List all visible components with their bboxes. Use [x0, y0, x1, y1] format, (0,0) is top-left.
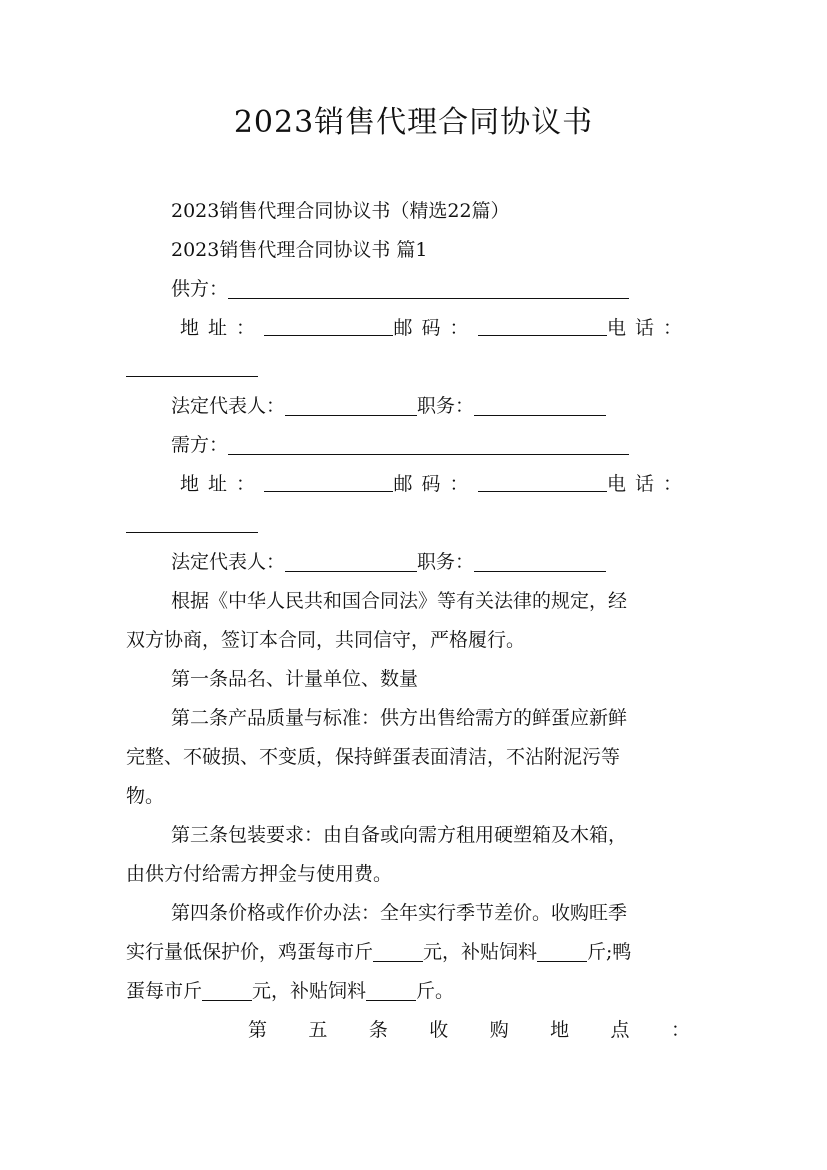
legal-rep-blank	[285, 551, 417, 572]
article-4-line-3-part-c: 斤。	[416, 980, 455, 1002]
section-heading: 2023销售代理合同协议书 篇1	[171, 239, 428, 261]
demander-label: 需方：	[171, 434, 229, 456]
basis-paragraph-line-1: 根据《中华人民共和国合同法》等有关法律的规定，经	[171, 590, 628, 612]
article-5-char: 条	[368, 1019, 388, 1041]
demander-blank	[228, 434, 629, 455]
article-4-line-2-part-c: 斤;鸭	[587, 941, 632, 963]
basis-paragraph-line-2: 双方协商，签订本合同，共同信守，严格履行。	[126, 629, 526, 651]
address-blank	[264, 315, 393, 336]
address-blank	[264, 471, 393, 492]
article-5-char: 点	[610, 1019, 630, 1041]
article-5-char: 收	[429, 1019, 449, 1041]
legal-rep-label: 法定代表人：	[171, 395, 286, 417]
phone-blank	[126, 512, 258, 533]
demander-line	[171, 432, 629, 458]
supplier-line	[171, 276, 629, 302]
article-4-line-1: 第四条价格或作价办法：全年实行季节差价。收购旺季	[171, 902, 628, 924]
article-4-line-2-part-a: 实行量低保护价，鸡蛋每市斤	[126, 941, 374, 963]
postcode-label: 邮码：	[393, 473, 478, 495]
document-title: 2023销售代理合同协议书	[233, 105, 594, 140]
phone-label: 电话：	[606, 317, 691, 339]
article-5-char: 第	[248, 1019, 268, 1041]
article-5-char: 购	[489, 1019, 509, 1041]
supplier-blank	[228, 278, 629, 299]
article-2-line-1: 第二条产品质量与标准：供方出售给需方的鲜蛋应新鲜	[171, 707, 628, 729]
supplier-address-line	[180, 315, 691, 341]
article-5-char: ：	[670, 1019, 690, 1041]
address-label: 地址：	[180, 473, 265, 495]
position-label: 职务：	[417, 551, 475, 573]
article-4-line-3-part-a: 蛋每市斤	[126, 980, 203, 1002]
document-subtitle: 2023销售代理合同协议书（精选22篇）	[171, 200, 510, 222]
postcode-blank	[478, 471, 607, 492]
article-5-line	[248, 1017, 690, 1043]
demander-phone-blank-line	[126, 510, 258, 536]
position-blank	[474, 395, 606, 416]
duck-egg-price-blank	[202, 980, 252, 1001]
postcode-label: 邮码：	[393, 317, 478, 339]
article-3-line-1: 第三条包装要求：由自备或向需方租用硬塑箱及木箱，	[171, 824, 628, 846]
article-5-char: 五	[308, 1019, 328, 1041]
demander-address-line	[180, 471, 691, 497]
article-1: 第一条品名、计量单位、数量	[171, 668, 419, 690]
address-label: 地址：	[180, 317, 265, 339]
article-4-line-2-part-b: 元，补贴饲料	[423, 941, 538, 963]
article-4-line-2	[126, 939, 631, 965]
supplier-phone-blank-line	[126, 354, 258, 380]
duck-egg-feed-blank	[366, 980, 416, 1001]
position-label: 职务：	[417, 395, 475, 417]
phone-blank	[126, 356, 258, 377]
postcode-blank	[478, 315, 607, 336]
article-4-line-3	[126, 978, 454, 1004]
demander-legal-rep-line	[171, 549, 606, 575]
article-4-line-3-part-b: 元，补贴饲料	[252, 980, 367, 1002]
legal-rep-blank	[285, 395, 417, 416]
egg-price-blank	[373, 941, 423, 962]
article-2-line-2: 完整、不破损、不变质，保持鲜蛋表面清洁，不沾附泥污等	[126, 746, 621, 768]
article-3-line-2: 由供方付给需方押金与使用费。	[126, 863, 393, 885]
article-5-char: 地	[550, 1019, 570, 1041]
egg-feed-blank	[537, 941, 587, 962]
phone-label: 电话：	[606, 473, 691, 495]
supplier-label: 供方：	[171, 278, 229, 300]
legal-rep-label: 法定代表人：	[171, 551, 286, 573]
supplier-legal-rep-line	[171, 393, 606, 419]
position-blank	[474, 551, 606, 572]
article-2-line-3: 物。	[126, 785, 165, 807]
